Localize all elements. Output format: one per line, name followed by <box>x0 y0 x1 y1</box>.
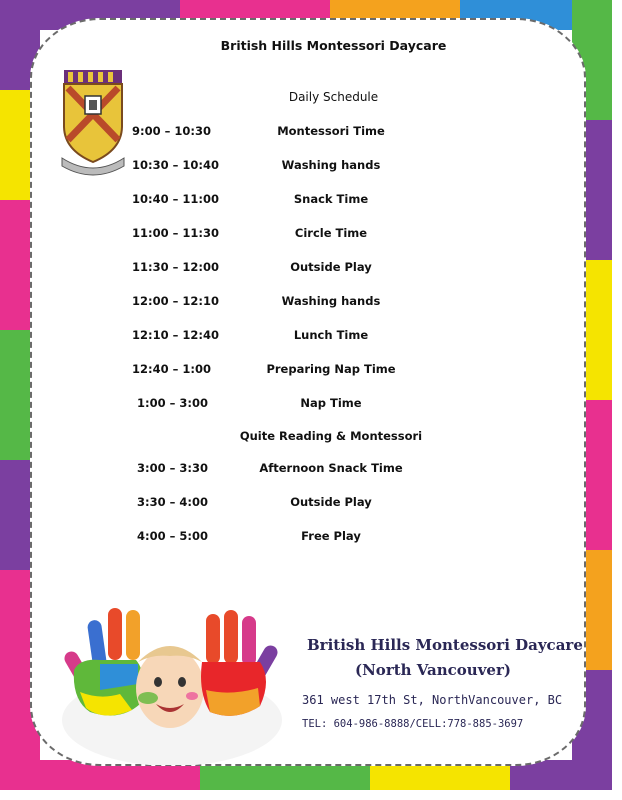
schedule-activity: Circle Time <box>294 226 368 240</box>
schedule-row <box>0 429 600 447</box>
schedule-time: 3:30 – 4:00 <box>137 495 208 509</box>
schedule-time: 12:00 – 12:10 <box>132 294 219 308</box>
child-painted-hands-image <box>60 600 285 765</box>
schedule-row <box>0 158 600 176</box>
schedule-time: 11:00 – 11:30 <box>132 226 219 240</box>
schedule-activity: Montessori Time <box>277 124 385 138</box>
schedule-activity: Afternoon Snack Time <box>259 461 403 475</box>
schedule-activity: Washing hands <box>281 294 381 308</box>
schedule-activity: Nap Time <box>300 396 362 410</box>
schedule-row <box>0 294 600 312</box>
schedule-row <box>0 260 600 278</box>
schedule-time: 4:00 – 5:00 <box>137 529 208 543</box>
footer-region: (North Vancouver) <box>355 661 511 679</box>
schedule-time: 9:00 – 10:30 <box>132 124 211 138</box>
schedule-row <box>0 362 600 380</box>
schedule-row <box>0 192 600 210</box>
footer-address: 361 west 17th St, NorthVancouver, BC <box>302 693 563 707</box>
schedule-row <box>0 461 600 479</box>
schedule-activity: Outside Play <box>290 260 372 274</box>
schedule-activity: Preparing Nap Time <box>266 362 396 376</box>
page-title: British Hills Montessori Daycare <box>220 38 447 53</box>
schedule-activity: Washing hands <box>281 158 381 172</box>
schedule-row <box>0 124 600 142</box>
schedule-heading: Daily Schedule <box>288 90 379 104</box>
schedule-activity: Quite Reading & Montessori <box>239 429 423 443</box>
schedule-time: 1:00 – 3:00 <box>137 396 208 410</box>
schedule-time: 10:40 – 11:00 <box>132 192 219 206</box>
schedule-row <box>0 226 600 244</box>
schedule-activity: Lunch Time <box>293 328 369 342</box>
footer-contact: TEL: 604-986-8888/CELL:778-885-3697 <box>302 718 524 730</box>
schedule-activity: Outside Play <box>290 495 372 509</box>
schedule-row <box>0 495 600 513</box>
footer-business-name: British Hills Montessori Daycare <box>307 636 583 654</box>
schedule-time: 12:10 – 12:40 <box>132 328 219 342</box>
schedule-time: 3:00 – 3:30 <box>137 461 208 475</box>
schedule-activity: Free Play <box>301 529 361 543</box>
schedule-row <box>0 328 600 346</box>
schedule-row <box>0 396 600 414</box>
schedule-time: 12:40 – 1:00 <box>132 362 211 376</box>
schedule-time: 10:30 – 10:40 <box>132 158 219 172</box>
schedule-row <box>0 529 600 547</box>
schedule-activity: Snack Time <box>293 192 369 206</box>
schedule-time: 11:30 – 12:00 <box>132 260 219 274</box>
